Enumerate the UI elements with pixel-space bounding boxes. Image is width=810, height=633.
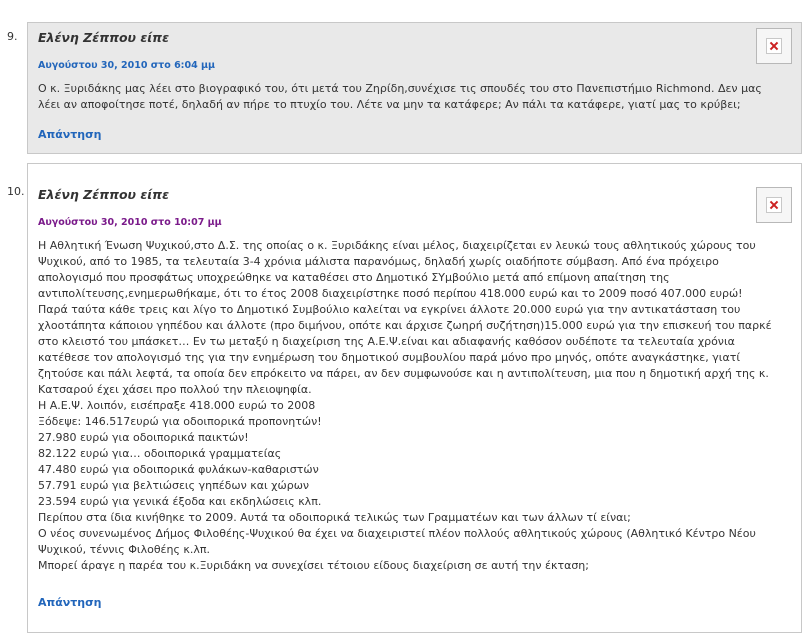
comment-paragraph: Ο κ. Ξυριδάκης μας λέει στο βιογραφικό του, ότι μετά του Ζηρίδη,συνέχισε τις σπουδές του στο Πανεπιστήμιο Richmond. Δεν μας λέει αν αποφοίτησε ποτέ, δηλαδή αν πήρε το πτυχίο του. Λέτε να μην τα κατάφερε; Αν πάλι τα κατάφερε, γιατί μας το κρύβει; (38, 82, 762, 111)
avatar (756, 28, 792, 64)
comment-paragraph: Ξόδεψε: 146.517ευρώ για οδοιπορικά προπονητών! (38, 415, 322, 428)
comment-timestamp-link[interactable]: Αυγούστου 30, 2010 στο 10:07 μμ (38, 217, 222, 228)
comment-paragraph: 47.480 ευρώ για οδοιπορικά φυλάκων-καθαριστών (38, 463, 319, 476)
comment-paragraph: Μπορεί άραγε η παρέα του κ.Ξυριδάκη να συνεχίσει τέτοιου είδους διαχείριση σε αυτή την έκταση; (38, 559, 589, 572)
comment-paragraph: Παρά ταύτα κάθε τρεις και λίγο το Δημοτικό Συμβούλιο καλείται να εγκρίνει άλλοτε 20.000 ευρώ για την αντικατάσταση του χλοοτάπητα κάποιου γηπέδου και άλλοτε (προ διμήνου, οπότε και άρχισε ζωηρή συζήτηση)15.000 ευρώ για την επισκευή του παρκέ στο κλειστό του μπάσκετ… Εν τω μεταξύ η διαχείριση της Α.Ε.Ψ.είναι και αδιαφανής καθόσον ουδέποτε τα τελευταία χρόνια κατέθεσε τον απολογισμό της για την ενημέρωση του δημοτικού συμβουλίου παρά μόνο προ μηνός, οπότε αναγκάστηκε, γιατί ζητούσε και πάλι λεφτά, τα οποία δεν επρόκειτο να πάρει, αν δεν συμφωνούσε και η αντιπολίτευση, μια που η δημοτική αρχή της κ. Κατσαρού έχει χάσει προ πολλού την πλειοψηφία. (38, 303, 772, 396)
comment-paragraph: Ο νέος συνενωμένος Δήμος Φιλοθέης-Ψυχικού θα έχει να διαχειριστεί πλέον πολλούς αθλητικούς χώρους (Αθλητικό Κέντρο Νέου Ψυχικού, τέννις Φιλοθέης κ.λπ. (38, 527, 756, 556)
comment-paragraph: 27.980 ευρώ για οδοιπορικά παικτών! (38, 431, 249, 444)
comment-number: 9. (7, 30, 18, 43)
reply-button[interactable]: Απάντηση (38, 596, 102, 609)
comment-9 (0, 22, 810, 156)
comment-paragraph: Περίπου στα ίδια κινήθηκε το 2009. Αυτά τα οδοιπορικά τελικώς των Γραμματέων και των άλλων τί είναι; (38, 511, 631, 524)
comment-paragraph: Η Α.Ε.Ψ. λοιπόν, εισέπραξε 418.000 ευρώ το 2008 (38, 399, 316, 412)
broken-image-icon (766, 38, 782, 54)
comment-10 (0, 163, 810, 611)
comment-timestamp-link[interactable]: Αυγούστου 30, 2010 στο 6:04 μμ (38, 60, 215, 71)
comment-box (27, 163, 802, 633)
comment-author: Ελένη Ζέππου είπε (38, 30, 170, 45)
comment-paragraph: 23.594 ευρώ για γενικά έξοδα και εκδηλώσεις κλπ. (38, 495, 322, 508)
comment-paragraph: Η Αθλητική Ένωση Ψυχικού,στο Δ.Σ. της οποίας ο κ. Ξυριδάκης είναι μέλος, διαχειρίζεται εν λευκώ τους αθλητικούς χώρους του Ψυχικού, από το 1985, τα τελευταία 3-4 χρόνια μάλιστα παρανόμως, δηλαδή χωρίς οιαδήποτε σύμβαση. Από ένα πρόχειρο απολογισμό που προσφάτως υποχρεώθηκε να καταθέσει στο Δημοτικό ΣΥμβούλιο μετά από επίμονη απαίτηση της αντιπολίτευσης,ενημερωθήκαμε, ότι το έτος 2008 διαχειρίστηκε ποσό περίπου 418.000 ευρώ και το 2009 ποσό 407.000 ευρώ! (38, 239, 756, 300)
comment-number: 10. (7, 185, 25, 198)
broken-image-icon (766, 197, 782, 213)
avatar (756, 187, 792, 223)
comment-box (27, 22, 802, 154)
comment-paragraph: 82.122 ευρώ για… οδοιπορικά γραμματείας (38, 447, 282, 460)
comment-paragraph: 57.791 ευρώ για βελτιώσεις γηπέδων και χώρων (38, 479, 310, 492)
comment-author: Ελένη Ζέππου είπε (38, 187, 170, 202)
comment-body (38, 81, 783, 113)
reply-button[interactable]: Απάντηση (38, 128, 102, 141)
comment-body (38, 238, 783, 574)
